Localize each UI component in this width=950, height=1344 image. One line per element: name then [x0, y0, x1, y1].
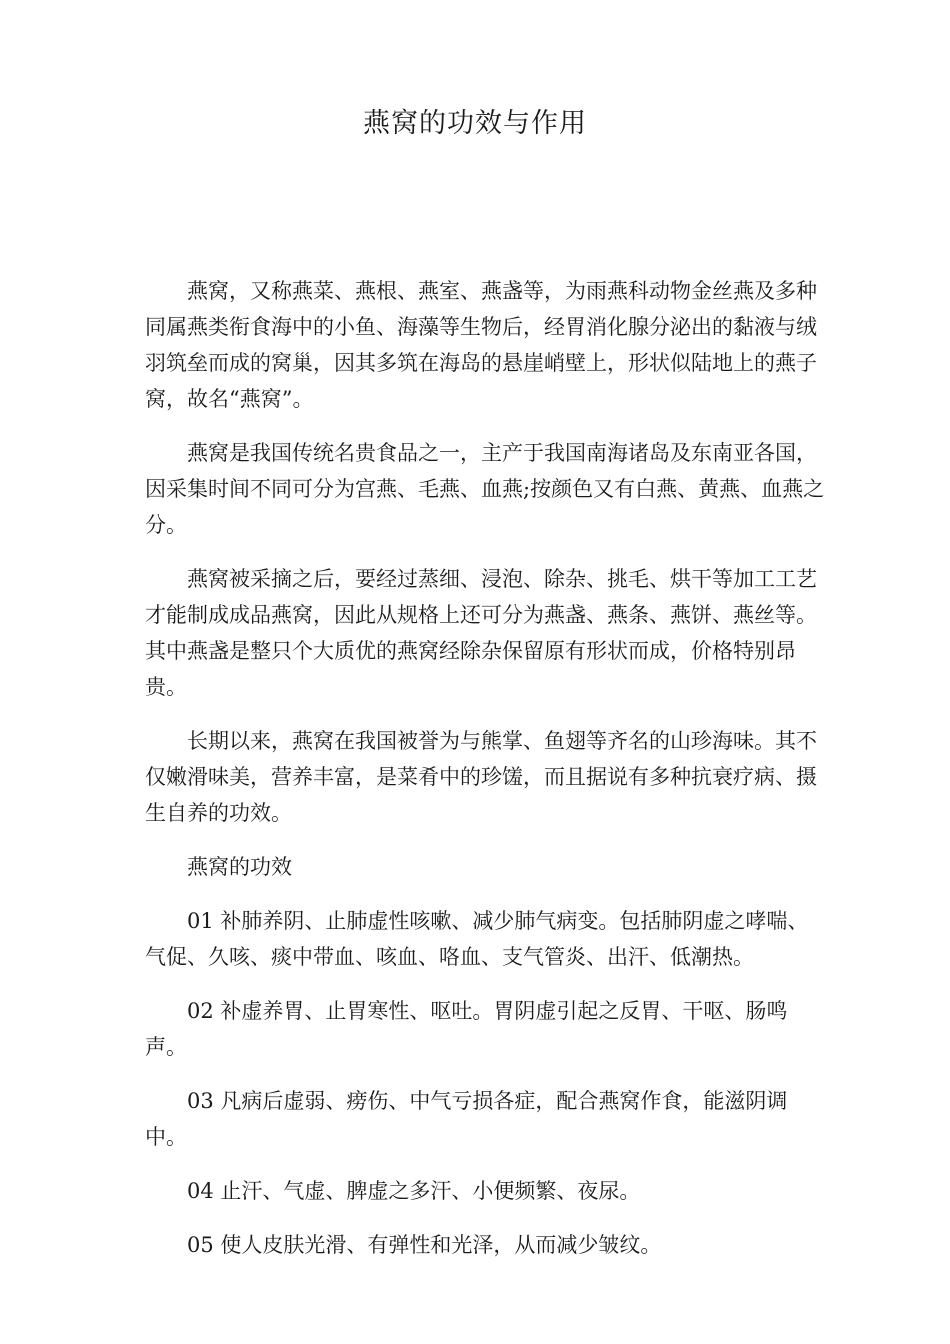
effect-item-04: 04 止汗、气虚、脾虚之多汗、小便频繁、夜尿。: [187, 1179, 641, 1203]
section-heading-effects: 燕窝的功效: [187, 855, 292, 879]
effect-item-02: 02 补虚养胃、止胃寒性、呕吐。胃阴虚引起之反胃、干呕、肠鸣声。: [145, 999, 788, 1059]
paragraph-intro: 燕窝，又称燕菜、燕根、燕室、燕盏等，为雨燕科动物金丝燕及多种同属燕类衔食海中的小鱼、海藻等生物后，经胃消化腺分泌出的黏液与绒羽筑垒而成的窝巢，因其多筑在海岛的悬崖峭壁上，形状似陆地上的燕子窝，故名“燕窝”。: [145, 279, 817, 411]
effect-item-05: 05 使人皮肤光滑、有弹性和光泽，从而减少皱纹。: [187, 1233, 662, 1257]
paragraph-origin: 燕窝是我国传统名贵食品之一，主产于我国南海诸岛及东南亚各国，因采集时间不同可分为宫燕、毛燕、血燕;按颜色又有白燕、黄燕、血燕之分。: [145, 441, 825, 537]
document-body: [145, 273, 825, 1281]
paragraph-reputation: 长期以来，燕窝在我国被誉为与熊掌、鱼翅等齐名的山珍海味。其不仅嫩滑味美，营养丰富，是菜肴中的珍馐，而且据说有多种抗衰疗病、摄生自养的功效。: [145, 729, 817, 825]
effect-item-03: 03 凡病后虚弱、痨伤、中气亏损各症，配合燕窝作食，能滋阴调中。: [145, 1089, 788, 1149]
document-title: 燕窝的功效与作用: [363, 108, 587, 139]
paragraph-processing: 燕窝被采摘之后，要经过蒸细、浸泡、除杂、挑毛、烘干等加工工艺才能制成成品燕窝，因此从规格上还可分为燕盏、燕条、燕饼、燕丝等。其中燕盏是整只个大质优的燕窝经除杂保留原有形状而成，价格特别昂贵。: [145, 567, 817, 699]
effect-item-01: 01 补肺养阴、止肺虚性咳嗽、减少肺气病变。包括肺阴虚之哮喘、气促、久咳、痰中带血、咳血、咯血、支气管炎、出汗、低潮热。: [145, 909, 809, 969]
